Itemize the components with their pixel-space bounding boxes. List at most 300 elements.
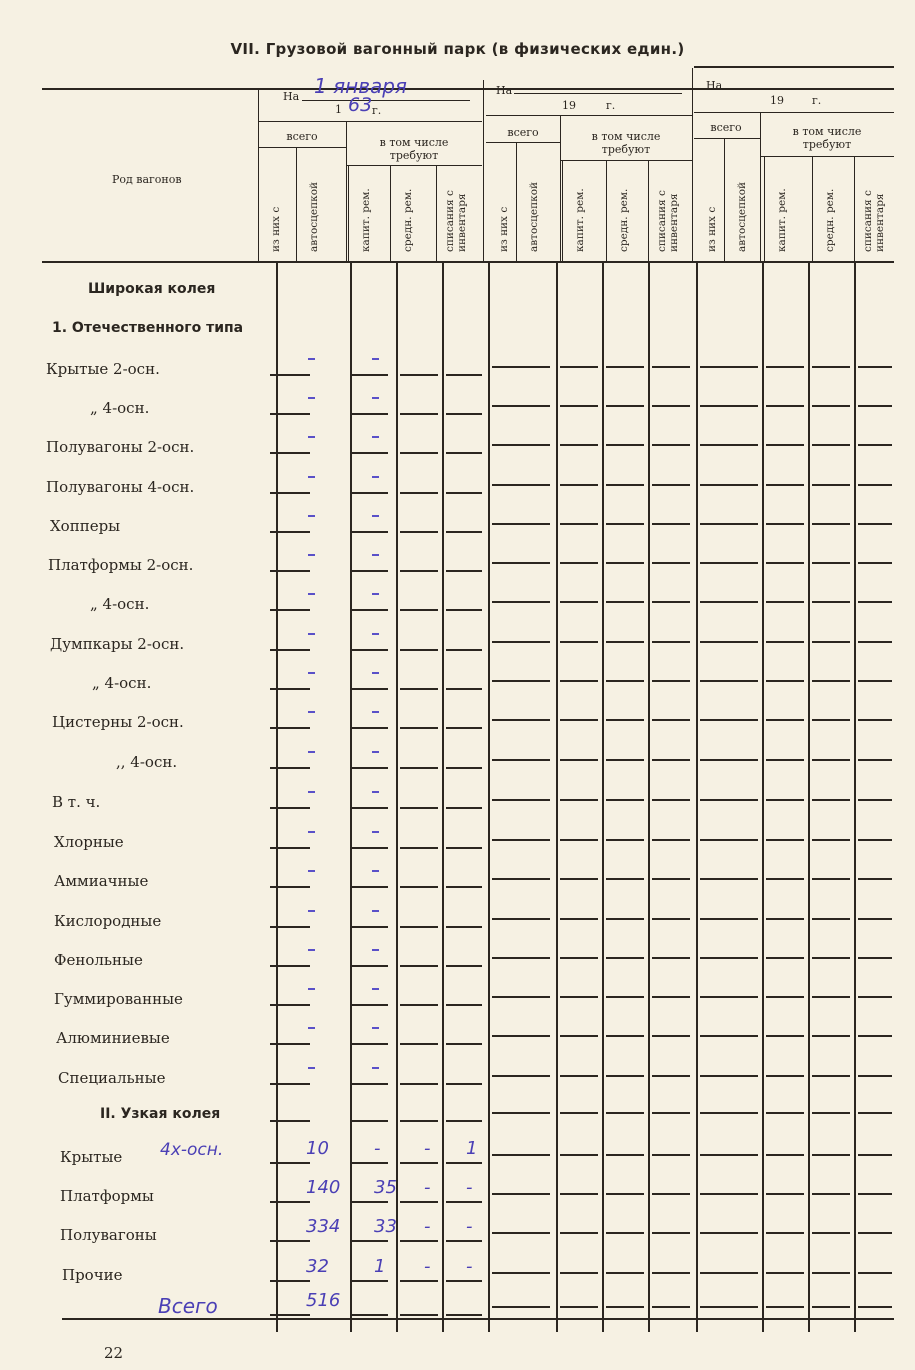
cell-rule (560, 957, 598, 959)
row-label: Кислородные (54, 912, 162, 930)
cell-rule (652, 1193, 690, 1195)
pen-dash (372, 751, 379, 753)
cell-rule (560, 523, 598, 525)
grid-vline (488, 263, 490, 1332)
cell-rule (766, 799, 804, 801)
group1-date-line (302, 100, 470, 101)
cell-rule (492, 1112, 550, 1114)
cell-rule (270, 965, 310, 967)
cell-rule (858, 562, 892, 564)
cell-rule (446, 847, 482, 849)
cell-rule (492, 1232, 550, 1234)
cell-rule (492, 562, 550, 564)
cell-rule (606, 405, 644, 407)
cell-rule (492, 996, 550, 998)
cell-value-handwritten: 1 (374, 1256, 386, 1277)
cell-rule (812, 1232, 850, 1234)
cell-rule (492, 839, 550, 841)
cell-rule (400, 609, 438, 611)
header-vline-g1-left (258, 88, 259, 261)
cell-rule (652, 562, 690, 564)
cell-rule (400, 926, 438, 928)
cell-rule (700, 1193, 758, 1195)
cell-rule (270, 1201, 310, 1203)
cell-rule (606, 562, 644, 564)
page-number: 22 (104, 1344, 124, 1362)
cell-rule (858, 1035, 892, 1037)
group3-v-tom-chisle (760, 125, 894, 151)
cell-rule (560, 680, 598, 682)
cell-rule (700, 484, 758, 486)
grid-vline (276, 263, 278, 1332)
cell-rule (652, 918, 690, 920)
cell-rule (858, 759, 892, 761)
cell-rule (766, 839, 804, 841)
subheader-spisaniya: списания с (444, 190, 456, 252)
cell-rule (652, 1075, 690, 1077)
cell-rule (766, 957, 804, 959)
cell-rule (766, 484, 804, 486)
header-sub-vline (436, 165, 437, 261)
cell-rule (812, 1272, 850, 1274)
cell-rule (352, 965, 388, 967)
cell-value-handwritten: 516 (306, 1290, 341, 1311)
row-label-header: Род вагонов (112, 173, 182, 186)
cell-rule (270, 1240, 310, 1242)
grid-vline (556, 263, 558, 1332)
cell-rule (858, 1154, 892, 1156)
cell-rule (560, 719, 598, 721)
cell-rule (766, 1154, 804, 1156)
header-sub-vline (296, 147, 297, 261)
cell-rule (400, 1201, 438, 1203)
header-sub-vline (390, 165, 391, 261)
cell-rule (352, 649, 388, 651)
row-label: В т. ч. (52, 793, 101, 811)
cell-rule (766, 918, 804, 920)
cell-rule (446, 1162, 482, 1164)
cell-rule (400, 1280, 438, 1282)
pen-dash (372, 436, 379, 438)
cell-rule (352, 1043, 388, 1045)
cell-rule (492, 799, 550, 801)
cell-rule (652, 444, 690, 446)
cell-rule (700, 601, 758, 603)
pen-dash (372, 831, 379, 833)
cell-rule (858, 523, 892, 525)
cell-rule (652, 680, 690, 682)
cell-rule (270, 926, 310, 928)
cell-rule (606, 839, 644, 841)
cell-rule (700, 996, 758, 998)
cell-rule (606, 1154, 644, 1156)
cell-rule (858, 366, 892, 368)
pen-dash (372, 476, 379, 478)
cell-rule (606, 1232, 644, 1234)
cell-rule (606, 918, 644, 920)
cell-rule (652, 878, 690, 880)
cell-rule (652, 1112, 690, 1114)
cell-rule (352, 1240, 388, 1242)
cell-rule (352, 1083, 388, 1085)
cell-value-handwritten: 32 (306, 1256, 329, 1277)
cell-rule (446, 609, 482, 611)
cell-rule (858, 996, 892, 998)
header-sub-vline (812, 156, 813, 261)
cell-rule (560, 1112, 598, 1114)
cell-rule (652, 1272, 690, 1274)
cell-rule (352, 807, 388, 809)
cell-rule (652, 799, 690, 801)
cell-value-handwritten: - (424, 1256, 431, 1277)
cell-rule (606, 957, 644, 959)
cell-rule (400, 1083, 438, 1085)
cell-rule (352, 1120, 388, 1122)
cell-rule (700, 918, 758, 920)
cell-rule (492, 1272, 550, 1274)
grid-vline (350, 263, 352, 1332)
group1-subrule (258, 121, 482, 122)
cell-rule (492, 957, 550, 959)
cell-rule (560, 405, 598, 407)
cell-rule (652, 1306, 690, 1308)
cell-rule (700, 444, 758, 446)
grid-vline (696, 263, 698, 1332)
pen-dash (372, 593, 379, 595)
cell-rule (766, 601, 804, 603)
cell-rule (606, 444, 644, 446)
cell-rule (400, 413, 438, 415)
cell-rule (560, 878, 598, 880)
pen-dash (308, 711, 315, 713)
cell-rule (446, 767, 482, 769)
cell-rule (270, 1280, 310, 1282)
cell-rule (812, 641, 850, 643)
cell-rule (652, 641, 690, 643)
cell-rule (606, 996, 644, 998)
grid-vline (442, 263, 444, 1332)
cell-rule (446, 531, 482, 533)
grid-vline (648, 263, 650, 1332)
cell-rule (812, 366, 850, 368)
group2-v-tom-chisle (560, 130, 692, 156)
group1-na: На (283, 90, 300, 103)
cell-rule (560, 1232, 598, 1234)
cell-rule (812, 1193, 850, 1195)
cell-value-handwritten: 10 (306, 1138, 329, 1159)
pen-dash (308, 436, 315, 438)
group3-year-prefix: 19 (770, 94, 784, 107)
row-label-handwritten: Всего (158, 1294, 218, 1318)
cell-rule (270, 807, 310, 809)
cell-rule (446, 374, 482, 376)
cell-rule (700, 839, 758, 841)
row-label: „ 4-осн. (90, 595, 150, 613)
cell-rule (492, 680, 550, 682)
pen-dash (308, 791, 315, 793)
pen-dash (308, 476, 315, 478)
cell-rule (766, 444, 804, 446)
cell-rule (270, 767, 310, 769)
cell-rule (700, 1306, 758, 1308)
row-label: 1. Отечественного типа (52, 320, 244, 336)
group1-year-suffix: г. (372, 104, 382, 117)
cell-rule (352, 413, 388, 415)
cell-rule (352, 847, 388, 849)
cell-rule (492, 405, 550, 407)
cell-value-handwritten: 1 (466, 1138, 478, 1159)
cell-rule (270, 413, 310, 415)
group2-vsego-rule (486, 142, 560, 143)
group3-trebuyut-text: требуют (802, 138, 852, 151)
cell-rule (652, 405, 690, 407)
cell-rule (400, 1162, 438, 1164)
row-label: Полувагоны 2-осн. (46, 438, 195, 456)
pen-dash (308, 593, 315, 595)
cell-rule (352, 374, 388, 376)
group1-date-hand: 1 января (314, 74, 407, 98)
cell-rule (400, 374, 438, 376)
cell-rule (766, 759, 804, 761)
cell-rule (352, 727, 388, 729)
group2-na: На (496, 84, 513, 97)
subheader-kapit-rem: капит. рем. (776, 188, 788, 252)
cell-rule (352, 886, 388, 888)
cell-rule (492, 444, 550, 446)
row-label: Платформы 2-осн. (48, 556, 194, 574)
row-label: Думпкары 2-осн. (50, 635, 185, 653)
cell-rule (446, 1314, 482, 1316)
cell-value-handwritten: 334 (306, 1216, 341, 1237)
row-label: Фенольные (54, 951, 143, 969)
cell-rule (812, 839, 850, 841)
group2-subrule (486, 115, 692, 116)
cell-rule (560, 1193, 598, 1195)
grid-vline (602, 263, 604, 1332)
row-label: Хопперы (50, 517, 121, 535)
pen-dash (308, 1027, 315, 1029)
group1-year-prefix: 1 (335, 103, 342, 116)
pen-dash (308, 1067, 315, 1069)
cell-rule (560, 641, 598, 643)
cell-rule (352, 1280, 388, 1282)
cell-rule (700, 957, 758, 959)
cell-rule (652, 601, 690, 603)
cell-rule (492, 1075, 550, 1077)
cell-rule (446, 965, 482, 967)
subheader-kapit-rem: капит. рем. (360, 188, 372, 252)
cell-rule (352, 570, 388, 572)
cell-value-handwritten: - (424, 1138, 431, 1159)
cell-rule (766, 1075, 804, 1077)
row-label: Платформы (60, 1187, 154, 1205)
cell-rule (270, 609, 310, 611)
cell-rule (766, 719, 804, 721)
cell-rule (492, 918, 550, 920)
cell-rule (766, 680, 804, 682)
cell-rule (606, 878, 644, 880)
cell-rule (352, 609, 388, 611)
cell-rule (812, 957, 850, 959)
cell-rule (700, 523, 758, 525)
cell-value-handwritten: - (374, 1138, 381, 1159)
cell-rule (858, 680, 892, 682)
cell-rule (858, 719, 892, 721)
group2-trebuyut-text: требуют (601, 143, 651, 156)
cell-rule (400, 727, 438, 729)
header-vline-g3-mid (760, 112, 761, 261)
cell-rule (700, 680, 758, 682)
cell-rule (606, 759, 644, 761)
subheader-sredn-rem: средн. рем. (618, 188, 630, 252)
cell-rule (270, 1004, 310, 1006)
subheader-sredn-rem: средн. рем. (824, 188, 836, 252)
cell-rule (700, 1035, 758, 1037)
cell-rule (492, 641, 550, 643)
cell-rule (492, 759, 550, 761)
cell-rule (858, 1193, 892, 1195)
group1-vsego: всего (286, 130, 318, 143)
cell-rule (858, 839, 892, 841)
cell-rule (400, 1240, 438, 1242)
cell-rule (270, 1083, 310, 1085)
cell-rule (858, 878, 892, 880)
pen-dash (308, 870, 315, 872)
cell-rule (700, 1075, 758, 1077)
cell-rule (400, 649, 438, 651)
row-label: „ 4-осн. (92, 674, 152, 692)
subheader-inventarya: инвентаря (456, 193, 468, 252)
pen-dash (308, 949, 315, 951)
cell-rule (606, 1193, 644, 1195)
cell-rule (400, 847, 438, 849)
cell-rule (446, 1083, 482, 1085)
subheader-kapit-rem: капит. рем. (574, 188, 586, 252)
cell-rule (560, 799, 598, 801)
cell-value-handwritten: - (424, 1177, 431, 1198)
cell-rule (446, 926, 482, 928)
cell-rule (858, 641, 892, 643)
pen-dash (372, 672, 379, 674)
group3-vsego: всего (710, 121, 742, 134)
pen-dash (308, 988, 315, 990)
pen-dash (372, 397, 379, 399)
group1-v-tom-chisle-text: в том числе (379, 136, 449, 149)
subheader-spisaniya: списания с (656, 190, 668, 252)
cell-rule (492, 366, 550, 368)
cell-rule (446, 886, 482, 888)
cell-rule (766, 641, 804, 643)
cell-rule (446, 492, 482, 494)
row-label: „ 4-осн. (90, 399, 150, 417)
pen-dash (308, 397, 315, 399)
cell-rule (766, 996, 804, 998)
row-label: Широкая колея (88, 281, 216, 297)
cell-rule (400, 1043, 438, 1045)
cell-rule (560, 918, 598, 920)
subheader-iz-nih: из них с (270, 206, 282, 252)
group1-vsego-rule (258, 147, 346, 148)
cell-rule (270, 531, 310, 533)
cell-rule (766, 1306, 804, 1308)
cell-rule (700, 1112, 758, 1114)
header-sub-vline (764, 156, 765, 261)
header-vline-g1-right (483, 80, 484, 261)
cell-rule (352, 767, 388, 769)
group3-trebuyut-rule (760, 156, 894, 157)
subheader-iz-nih: из них с (498, 206, 510, 252)
cell-rule (858, 799, 892, 801)
group2-year-prefix: 19 (562, 99, 576, 112)
top-rule-thin (694, 66, 894, 68)
cell-rule (560, 1035, 598, 1037)
cell-rule (700, 366, 758, 368)
cell-value-handwritten: 35 (374, 1177, 397, 1198)
cell-rule (606, 1272, 644, 1274)
group2-year-suffix: г. (606, 99, 616, 112)
cell-rule (652, 839, 690, 841)
cell-rule (858, 1075, 892, 1077)
group3-na: На (706, 79, 723, 92)
cell-rule (766, 1112, 804, 1114)
cell-rule (812, 444, 850, 446)
cell-rule (352, 452, 388, 454)
cell-rule (270, 727, 310, 729)
cell-rule (858, 444, 892, 446)
grid-vline (854, 263, 856, 1332)
cell-rule (400, 531, 438, 533)
pen-dash (372, 554, 379, 556)
cell-value-handwritten: - (466, 1177, 473, 1198)
cell-rule (560, 484, 598, 486)
cell-rule (812, 1075, 850, 1077)
cell-rule (560, 444, 598, 446)
header-sub-vline (516, 142, 517, 261)
cell-rule (812, 1154, 850, 1156)
cell-rule (400, 452, 438, 454)
cell-value-handwritten: 140 (306, 1177, 341, 1198)
cell-rule (400, 570, 438, 572)
cell-rule (652, 484, 690, 486)
cell-rule (560, 1272, 598, 1274)
pen-dash (372, 910, 379, 912)
cell-rule (270, 1120, 310, 1122)
subheader-spisaniya: списания с (862, 190, 874, 252)
cell-rule (446, 1201, 482, 1203)
group2-trebuyut-rule (560, 160, 692, 161)
cell-rule (700, 719, 758, 721)
cell-rule (270, 570, 310, 572)
cell-rule (700, 799, 758, 801)
group1-v-tom-chisle (346, 136, 482, 162)
cell-rule (700, 759, 758, 761)
cell-rule (270, 847, 310, 849)
cell-rule (400, 965, 438, 967)
cell-rule (352, 688, 388, 690)
cell-rule (812, 1112, 850, 1114)
cell-rule (492, 719, 550, 721)
cell-rule (492, 484, 550, 486)
cell-value-handwritten: - (466, 1256, 473, 1277)
cell-rule (352, 492, 388, 494)
cell-rule (700, 878, 758, 880)
cell-rule (270, 886, 310, 888)
cell-rule (606, 484, 644, 486)
row-note-handwritten: 4х-осн. (160, 1140, 224, 1160)
cell-rule (492, 1035, 550, 1037)
row-label: II. Узкая колея (100, 1106, 221, 1122)
group2-vsego: всего (507, 126, 539, 139)
